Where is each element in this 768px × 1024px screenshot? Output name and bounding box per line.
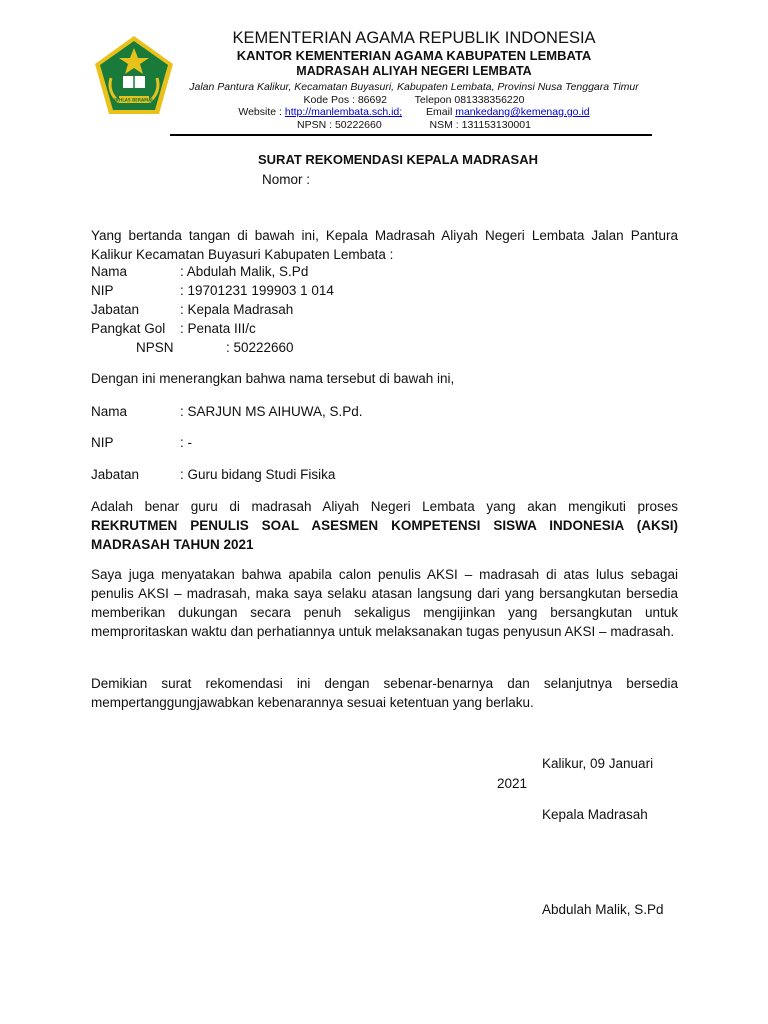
- postal-code: Kode Pos : 86692: [303, 94, 388, 106]
- email-label: Email: [426, 106, 453, 118]
- signer-row: [91, 283, 334, 298]
- field-value: : Guru bidang Studi Fisika: [180, 467, 336, 482]
- subject-row: [91, 404, 363, 419]
- intro-paragraph: Yang bertanda tangan di bawah ini, Kepala Madrasah Aliyah Negeri Lembata Jalan Pantura Kalikur Kecamatan Buyasuri Kabupaten Lembata :: [91, 228, 678, 262]
- signer-row: [91, 321, 256, 336]
- website-label: Website :: [238, 106, 282, 118]
- field-label: NIP: [91, 435, 114, 450]
- school-heading: MADRASAH ALIYAH NEGERI LEMBATA: [296, 64, 532, 78]
- field-label: Jabatan: [91, 467, 140, 482]
- signer-position: Kepala Madrasah: [542, 807, 648, 822]
- id-line: [80, 119, 748, 131]
- field-value: : Penata III/c: [180, 321, 256, 336]
- address-line: Jalan Pantura Kalikur, Kecamatan Buyasuri, Kabupaten Lembata, Provinsi Nusa Tenggara Timur: [189, 81, 639, 93]
- field-label: Pangkat Gol: [91, 321, 166, 336]
- subject-row: [91, 467, 335, 482]
- support-paragraph: Saya juga menyatakan bahwa apabila calon penulis AKSI – madrasah di atas lulus sebagai penulis AKSI – madrasah, maka saya selaku atasan langsung dari yang bersangkutan bersedia memberikan dukungan secara penuh sekaligus mengijinkan yang bersangkutan untuk memproritaskan waktu dan perhatiannya untuk melaksanakan tugas penyusun AKSI – madrasah.: [91, 567, 678, 639]
- letter-title: SURAT REKOMENDASI KEPALA MADRASAH: [258, 152, 538, 167]
- phone-number: Telepon 081338356220: [414, 94, 525, 106]
- ministry-heading: KEMENTERIAN AGAMA REPUBLIK INDONESIA: [232, 29, 596, 47]
- recruitment-text: Adalah benar guru di madrasah Aliyah Negeri Lembata yang akan mengikuti proses: [91, 499, 678, 514]
- field-value: : 50222660: [226, 340, 294, 355]
- header-divider: [170, 134, 652, 136]
- contact-line: [80, 94, 748, 106]
- field-label: NIP: [91, 283, 114, 298]
- field-label: Nama: [91, 404, 128, 419]
- signer-row-npsn: [136, 340, 294, 355]
- recruitment-paragraph: [91, 497, 678, 554]
- website-link[interactable]: http://manlembata.sch.id;: [284, 106, 403, 118]
- field-label: NPSN: [136, 340, 174, 355]
- office-heading: KANTOR KEMENTERIAN AGAMA KABUPATEN LEMBATA: [236, 48, 592, 63]
- letter-number: Nomor :: [262, 172, 311, 187]
- place-date: Kalikur, 09 Januari: [542, 756, 654, 771]
- npsn-header: NPSN : 50222660: [297, 119, 382, 131]
- field-label: Jabatan: [91, 302, 140, 317]
- field-value: : SARJUN MS AIHUWA, S.Pd.: [180, 404, 363, 419]
- statement-line: Dengan ini menerangkan bahwa nama tersebut di bawah ini,: [91, 371, 455, 386]
- recruitment-program: REKRUTMEN PENULIS SOAL ASESMEN KOMPETENSI SISWA INDONESIA (AKSI) MADRASAH TAHUN 2021: [91, 518, 678, 552]
- signer-name: Abdulah Malik, S.Pd: [542, 902, 664, 917]
- signer-row: [91, 302, 293, 317]
- web-line: [80, 106, 748, 118]
- signer-row: [91, 264, 308, 279]
- date-year: 2021: [497, 776, 528, 791]
- subject-row: [91, 435, 192, 450]
- field-value: : Abdulah Malik, S.Pd: [180, 264, 309, 279]
- field-value: : -: [180, 435, 192, 450]
- field-value: : 19701231 199903 1 014: [180, 283, 334, 298]
- closing-paragraph: Demikian surat rekomendasi ini dengan sebenar-benarnya dan selanjutnya bersedia mempertanggungjawabkan kebenarannya sesuai ketentuan yang berlaku.: [91, 676, 678, 710]
- field-value: : Kepala Madrasah: [180, 302, 294, 317]
- email-link[interactable]: mankedang@kemenag.go.id: [455, 106, 590, 118]
- field-label: Nama: [91, 264, 128, 279]
- svg-text:IKHLAS BERAMAL: IKHLAS BERAMAL: [114, 97, 154, 103]
- nsm-header: NSM : 131153130001: [429, 119, 531, 131]
